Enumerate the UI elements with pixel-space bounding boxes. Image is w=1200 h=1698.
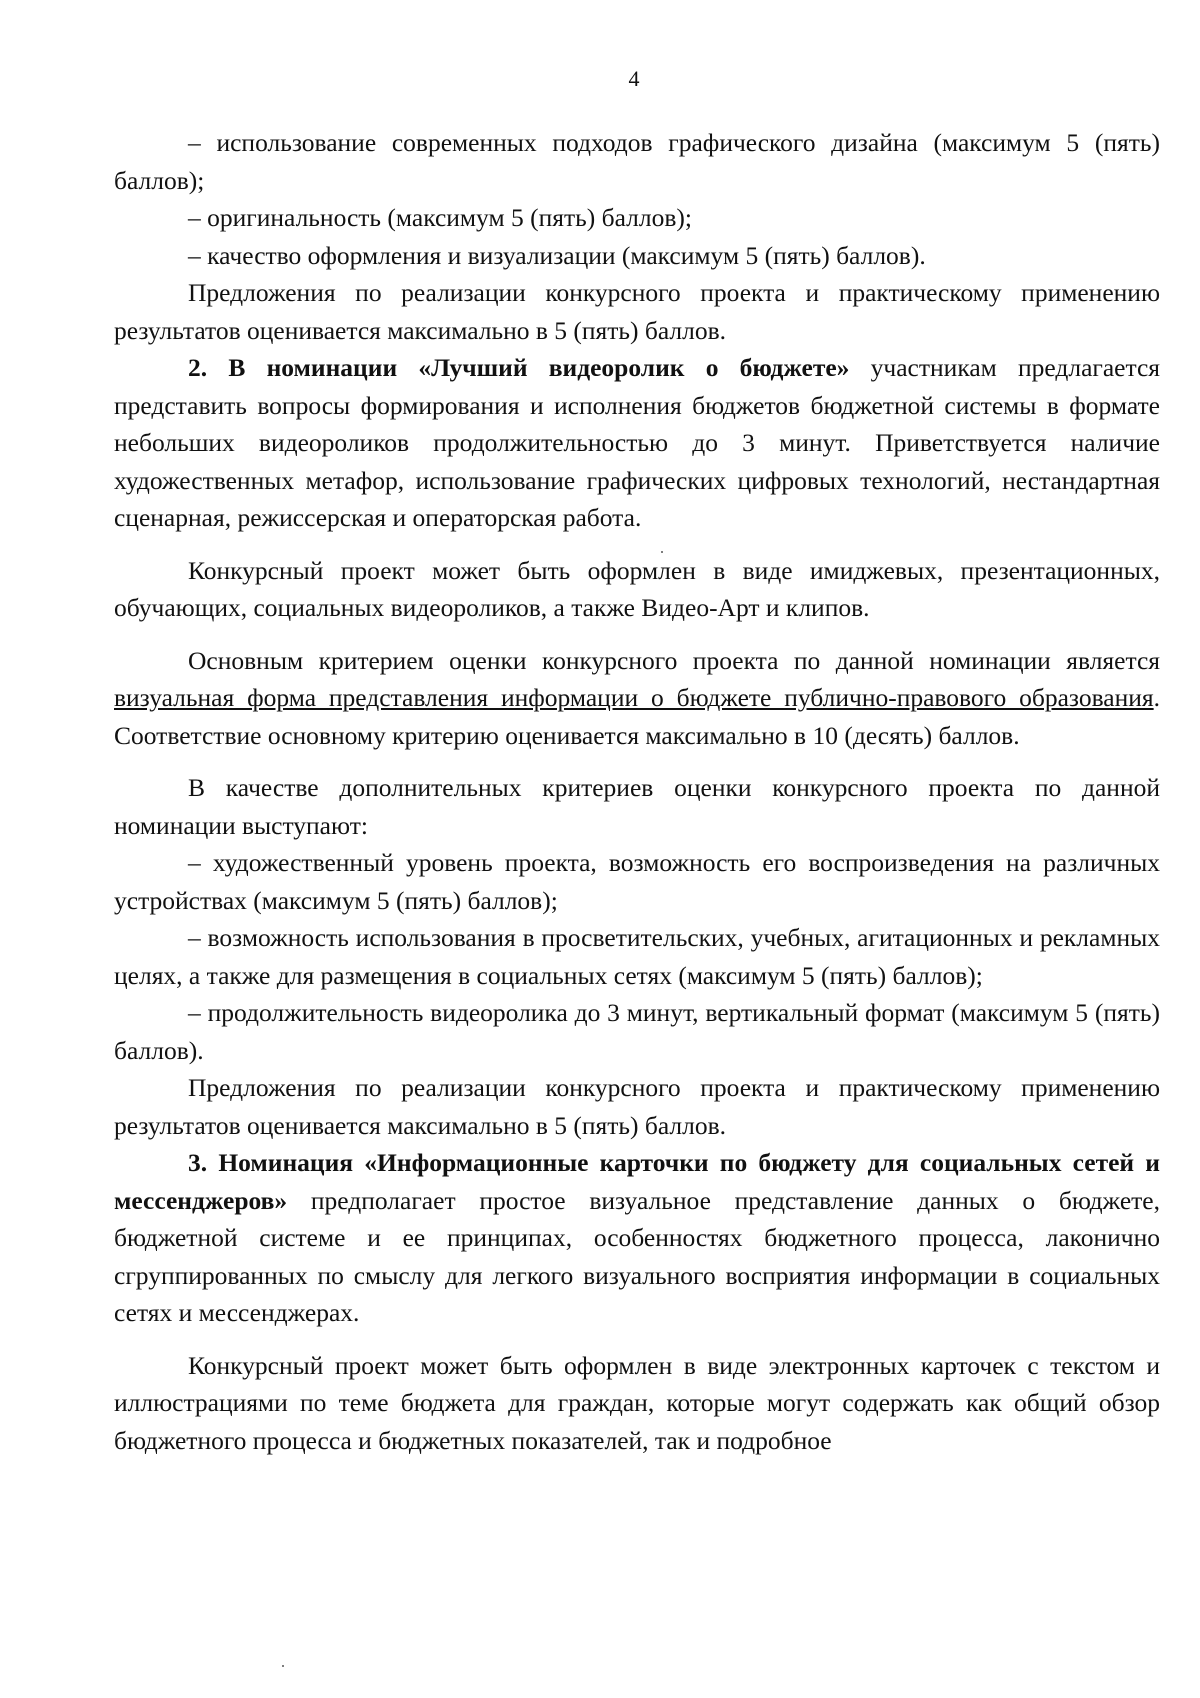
- scan-speck: [661, 551, 663, 553]
- paragraph-additional-criteria: [114, 769, 1160, 844]
- paragraph-main-criterion: [114, 642, 1160, 755]
- paragraph-text: . Соответствие основному критерию оценивается максимально в 10 (десять) баллов.: [114, 683, 1160, 750]
- paragraph-text: Конкурсный проект может быть оформлен в виде имиджевых, презентационных, обучающих, социальных видеороликов, а также Видео-Арт и клипов.: [114, 555, 1160, 622]
- criterion-design: [114, 124, 1160, 199]
- paragraph-text: предполагает простое визуальное представление данных о бюджете, бюджетной системе и ее принципах, особенностях бюджетного процесса, лаконично сгруппированных по смыслу для легкого визуального восприятия информации в социальных сетях и мессенджерах.: [114, 1185, 1160, 1327]
- paragraph-text: Основным критерием оценки конкурсного проекта по данной номинации является: [188, 645, 1160, 675]
- scan-speck: [282, 1665, 284, 1667]
- criterion-visualization: [114, 237, 1160, 275]
- paragraph-video-formats: [114, 552, 1160, 627]
- paragraph-proposals: [114, 274, 1160, 349]
- criterion-originality: [114, 199, 1160, 237]
- underlined-criterion: визуальная форма представления информации о бюджете публично-правового образования: [114, 683, 1154, 712]
- page-number: 4: [628, 66, 640, 91]
- paragraph-text: – возможность использования в просветительских, учебных, агитационных и рекламных целях, а также для размещения в социальных сетях (максимум 5 (пять) баллов);: [114, 923, 1160, 990]
- paragraph-text: – использование современных подходов графического дизайна (максимум 5 (пять) баллов);: [114, 128, 1160, 195]
- paragraph-text: – художественный уровень проекта, возможность его воспроизведения на различных устройствах (максимум 5 (пять) баллов);: [114, 848, 1160, 915]
- criterion-duration: [114, 994, 1160, 1069]
- paragraph-text: Предложения по реализации конкурсного проекта и практическому применению результатов оценивается максимально в 5 (пять) баллов.: [114, 278, 1160, 345]
- document-body: [114, 124, 1160, 1459]
- section-2-heading: 2. В номинации «Лучший видеоролик о бюджете»: [188, 353, 850, 382]
- paragraph-text: участникам предлагается представить вопросы формирования и исполнения бюджетов бюджетной системы в формате небольших видеороликов продолжительностью до 3 минут. Приветствуется наличие художественных метафор, использование графических цифровых технологий, нестандартная сценарная, режиссерская и операторская работа.: [114, 353, 1160, 532]
- paragraph-cards-format: [114, 1347, 1160, 1460]
- paragraph-text: – продолжительность видеоролика до 3 минут, вертикальный формат (максимум 5 (пять) баллов).: [114, 998, 1160, 1065]
- section-2-video: [114, 349, 1160, 537]
- paragraph-text: В качестве дополнительных критериев оценки конкурсного проекта по данной номинации выступают:: [114, 773, 1160, 840]
- paragraph-text: – качество оформления и визуализации (максимум 5 (пять) баллов).: [188, 240, 926, 270]
- paragraph-text: Предложения по реализации конкурсного проекта и практическому применению результатов оценивается максимально в 5 (пять) баллов.: [114, 1073, 1160, 1140]
- paragraph-proposals-2: [114, 1069, 1160, 1144]
- paragraph-text: Конкурсный проект может быть оформлен в виде электронных карточек с текстом и иллюстрациями по теме бюджета для граждан, которые могут содержать как общий обзор бюджетного процесса и бюджетных показателей, так и подробное: [114, 1350, 1160, 1455]
- criterion-usage: [114, 919, 1160, 994]
- section-3-cards: [114, 1144, 1160, 1332]
- section-3-heading: 3. Номинация «Информационные карточки по бюджету для социальных сетей и мессенджеров»: [114, 1148, 1160, 1215]
- criterion-artistic-level: [114, 844, 1160, 919]
- paragraph-text: – оригинальность (максимум 5 (пять) баллов);: [188, 203, 692, 232]
